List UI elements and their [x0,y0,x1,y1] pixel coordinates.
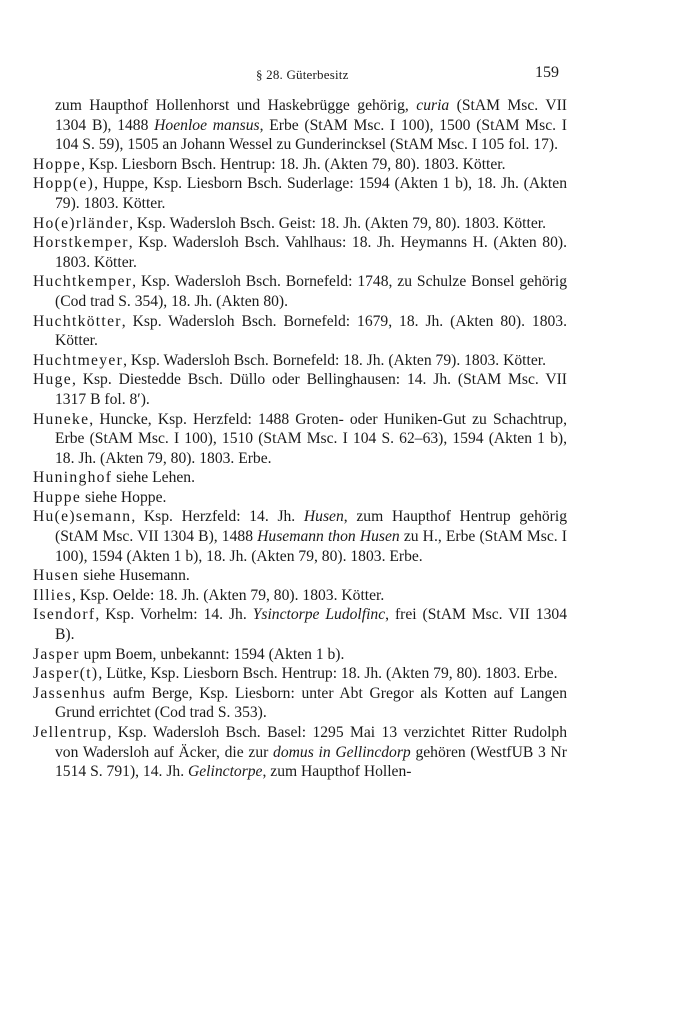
page-header [0,64,700,86]
entry-text: , Ksp. Wadersloh Bsch. Bornefeld: 1748, zu Schulze Bonsel gehörig (Cod trad S. 354), 18. Jh. (Akten 80). [55,273,567,310]
italic-term: Husen [303,508,344,526]
italic-term: curia [416,97,450,114]
entry-text: , Ksp. Diestedde Bsch. Düllo oder Bellinghausen: 14. Jh. (StAM Msc. VII 1317 B fol. 8′). [55,371,567,408]
entry-text: , Ksp. Wadersloh Bsch. Basel: 1295 Mai 13 verzichtet Ritter Rudolph von Wadersloh auf Äcker, die zur [55,724,567,761]
register-entry [33,586,567,606]
entry-text: , Ksp. Liesborn Bsch. Hentrup: 18. Jh. (Akten 79, 80). 1803. Kötter. [81,155,506,173]
register-entry [33,468,567,488]
entry-text: , Ksp. Herzfeld: 14. Jh. [131,508,304,526]
entry-lemma: Jellentrup [33,724,108,741]
page-number: 159 [535,64,559,81]
entry-text: , Ksp. Vorhelm: 14. Jh. [95,606,253,624]
entry-text: , Ksp. Wadersloh Bsch. Vahlhaus: 18. Jh. Heymanns H. (Akten 80). 1803. Kötter. [55,234,567,271]
entry-text: , Erbe (StAM Msc. I 100), 1500 (StAM Msc. I 104 S. 59), 1505 an Johann Wessel zu Gunderincksel (StAM Msc. I 105 fol. 17). [55,116,568,154]
entry-text: zu H., Erbe (StAM Msc. I 100), 1594 (Akten 1 b), 18. Jh. (Akten 79, 80). 1803. Erbe. [55,528,567,565]
entry-text: upm Boem, unbekannt: 1594 (Akten 1 b). [79,645,345,663]
register-entry [33,566,567,586]
entry-text: , Ksp. Wadersloh Bsch. Bornefeld: 18. Jh. (Akten 79). 1803. Kötter. [123,351,546,369]
entry-text: , zum Haupthof Hollen- [262,763,412,781]
register-entry [33,723,567,782]
register-entry [33,507,567,566]
register-entries [33,96,567,782]
italic-term: Ysinctorpe Ludolfinc [252,606,386,624]
entry-text: zum Haupthof Hollenhorst und Haskebrügge gehörig, [55,97,417,114]
register-entry [33,272,567,311]
entry-lemma: Illies [33,586,72,604]
entry-lemma: Hoppe [33,155,82,173]
running-head: § 28. Güterbesitz [256,67,349,82]
register-entry [33,155,567,175]
register-entry [33,351,567,371]
entry-lemma: Ho(e)rländer [33,214,130,232]
entry-text: , Ksp. Wadersloh Bsch. Geist: 18. Jh. (Akten 79, 80). 1803. Kötter. [129,214,546,232]
entry-lemma: Hu(e)semann [33,508,132,526]
italic-term: Hoenloe mansus [154,116,260,134]
entry-text: , Ksp. Wadersloh Bsch. Bornefeld: 1679, 18. Jh. (Akten 80). 1803. Kötter. [55,312,567,350]
italic-term: Husemann thon Husen [257,528,400,546]
register-entry [33,410,567,469]
entry-lemma: Husen [33,567,80,585]
entry-continuation [33,96,567,155]
entry-lemma: Horstkemper [33,234,129,252]
entry-lemma: Huneke [33,410,90,428]
entry-text: gehören (WestfUB 3 Nr 1514 S. 791), 14. Jh. [55,743,567,781]
entry-lemma: Jassenhus [33,684,107,702]
entry-lemma: Jasper(t) [33,665,99,683]
register-entry [33,214,567,234]
entry-lemma: Hopp(e) [33,175,95,193]
register-entry [33,488,567,508]
register-entry [33,312,567,351]
register-entry [33,645,567,665]
register-entry [33,684,567,723]
register-entry [33,233,567,272]
entry-text: , frei (StAM Msc. VII 1304 B). [55,606,567,644]
entry-lemma: Huninghof [33,469,113,487]
register-entry [33,664,567,684]
entry-text: , Huncke, Ksp. Herzfeld: 1488 Groten- oder Huniken-Gut zu Schachtrup, Erbe (StAM Msc. I 100), 1510 (StAM Msc. I 104 S. 62–63), 1594 (Akten 1 b), 18. Jh. (Akten 79, 80). 1803. Erbe. [55,410,567,467]
italic-term: domus in Gellincdorp [273,743,411,761]
register-entry [33,605,567,644]
entry-text: siehe Husemann. [79,567,190,585]
register-entry [33,370,567,409]
entry-lemma: Huchtkemper [33,273,133,291]
entry-lemma: Jasper [33,645,80,663]
register-entry [33,174,567,213]
entry-text: siehe Hoppe. [81,488,167,506]
entry-lemma: Isendorf [33,606,96,624]
entry-lemma: Huge [33,371,72,389]
entry-text: siehe Lehen. [112,469,195,487]
italic-term: Gelinctorpe [188,763,263,781]
entry-lemma: Huchtkötter [33,312,122,330]
entry-text: (StAM Msc. VII 1304 B), 1488 [55,97,567,134]
entry-lemma: Huppe [33,488,82,506]
entry-text: , Lütke, Ksp. Liesborn Bsch. Hentrup: 18. Jh. (Akten 79, 80). 1803. Erbe. [98,665,558,683]
entry-text: aufm Berge, Ksp. Liesborn: unter Abt Gregor als Kotten auf Langen Grund errichtet (Cod trad S. 353). [55,684,567,722]
entry-lemma: Huchtmeyer [33,351,124,369]
entry-text: , Ksp. Oelde: 18. Jh. (Akten 79, 80). 1803. Kötter. [71,586,385,604]
entry-text: , zum Haupthof Hentrup gehörig (StAM Msc. VII 1304 B), 1488 [55,508,567,546]
entry-text: , Huppe, Ksp. Liesborn Bsch. Suderlage: 1594 (Akten 1 b), 18. Jh. (Akten 79). 1803. Kötter. [55,175,567,212]
